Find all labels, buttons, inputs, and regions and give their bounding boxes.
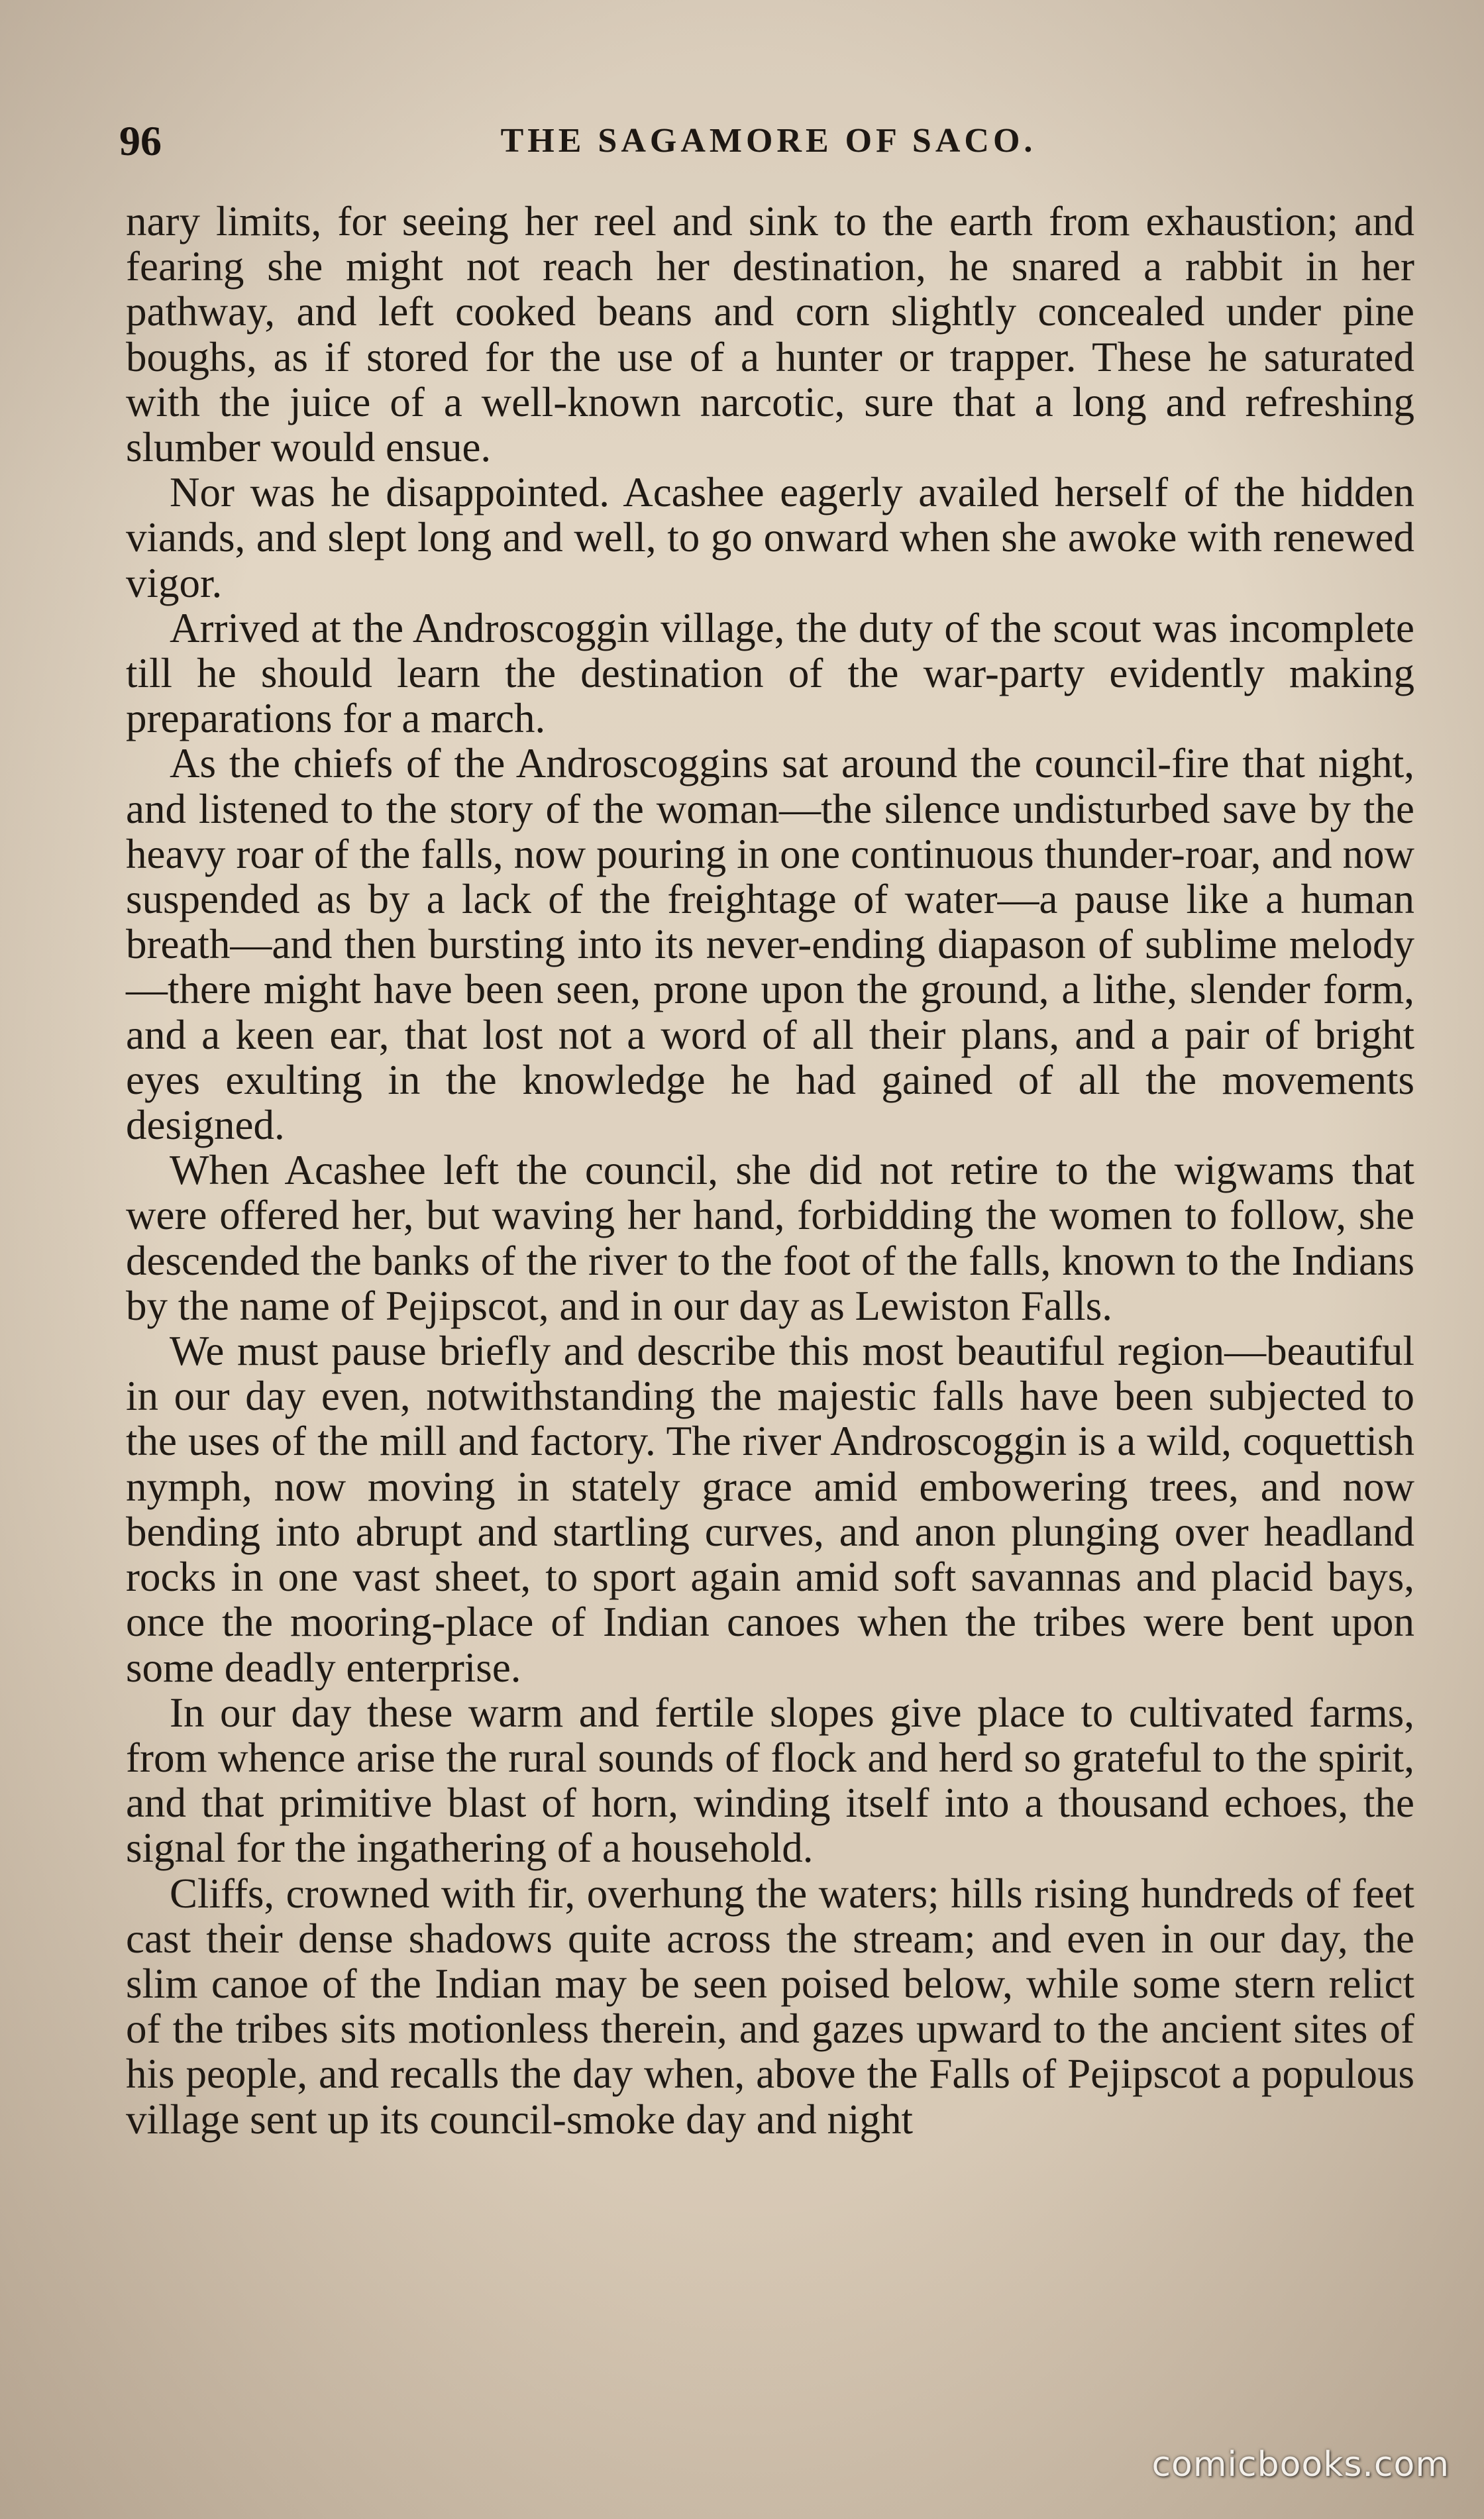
paragraph: Cliffs, crowned with fir, overhung the waters; hills rising hundreds of feet cast their dense shadows quite across the stream; and even in our day, the slim canoe of the Indian may be seen poised below, while some stern relict of the tribes sits motionless therein, and gazes upward to the ancient sites of his people, and recalls the day when, above the Falls of Pejipscot a populous village sent up its council-smoke day and night (126, 1870, 1414, 2143)
body-text (126, 199, 1414, 2142)
page-number: 96 (119, 117, 162, 164)
paragraph: In our day these warm and fertile slopes give place to cultivated farms, from whence arise the rural sounds of flock and herd so grateful to the spirit, and that primitive blast of horn, winding itself into a thousand echoes, the signal for the ingathering of a household. (126, 1689, 1414, 1872)
paragraph: As the chiefs of the Androscoggins sat around the council-fire that night, and listened to the story of the woman—the silence undisturbed save by the heavy roar of the falls, now pouring in one continuous thunder-roar, and now suspended as by a lack of the freightage of water—a pause like a human breath—and then bursting into its never-ending diapason of sublime melody—there might have been seen, prone upon the ground, a lithe, slender form, and a keen ear, that lost not a word of all their plans, and a pair of bright eyes exulting in the knowledge he had gained of all the movements designed. (126, 740, 1414, 1149)
running-head: THE SAGAMORE OF SACO. (500, 122, 1037, 160)
page-header (119, 111, 1418, 171)
paragraph: Arrived at the Androscoggin village, the duty of the scout was incomplete till he should learn the destination of the war-party evidently making preparations for a march. (126, 604, 1414, 742)
watermark: comicbooks.com (1151, 2445, 1450, 2485)
paragraph: Nor was he disappointed. Acashee eagerly availed herself of the hidden viands, and slept long and well, to go onward when she awoke with renewed vigor. (126, 469, 1414, 606)
paragraph: We must pause briefly and describe this most beautiful region—beautiful in our day even, notwithstanding the majestic falls have been subjected to the uses of the mill and factory. The river Androscoggin is a wild, coquettish nymph, now moving in stately grace amid embowering trees, and now bending into abrupt and startling curves, and anon plunging over headland rocks in one vast sheet, to sport again amid soft savannas and placid bays, once the mooring-place of Indian canoes when the tribes were bent upon some deadly enterprise. (126, 1328, 1414, 1691)
paragraph: When Acashee left the council, she did not retire to the wigwams that were offered her, but waving her hand, forbidding the women to follow, she descended the banks of the river to the foot of the falls, known to the Indians by the name of Pejipscot, and in our day as Lewiston Falls. (126, 1147, 1414, 1329)
paragraph: nary limits, for seeing her reel and sink to the earth from exhaustion; and fearing she might not reach her destination, he snared a rabbit in her pathway, and left cooked beans and corn slightly concealed under pine boughs, as if stored for the use of a hunter or trapper. These he saturated with the juice of a well-known narcotic, sure that a long and refreshing slumber would ensue. (126, 198, 1414, 471)
